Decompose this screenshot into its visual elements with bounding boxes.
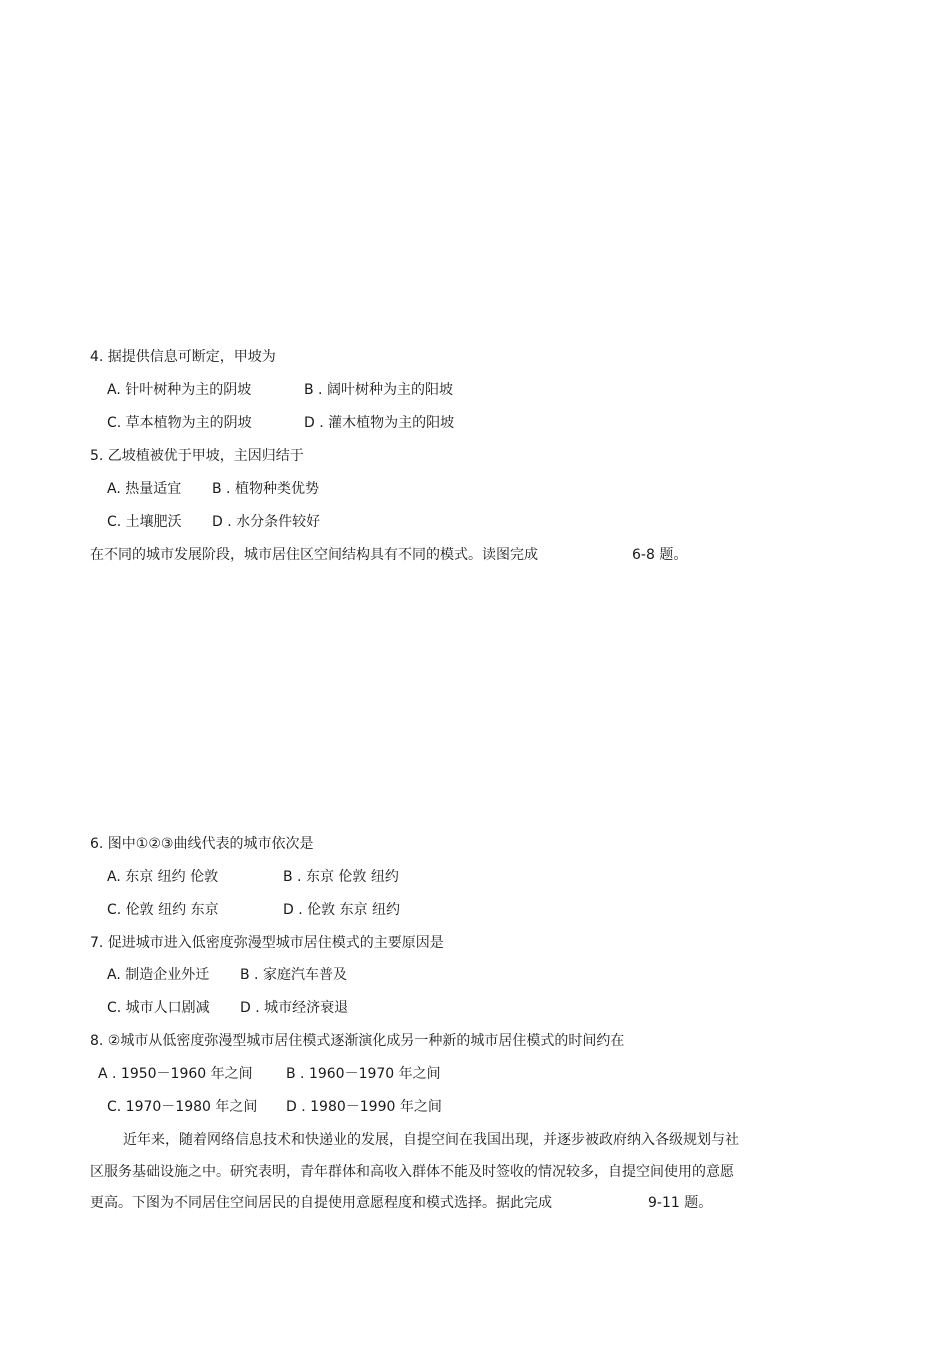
- q5-option-a: A. 热量适宜: [107, 481, 182, 497]
- q5-stem: 5. 乙坡植被优于甲坡，主因归结于: [90, 448, 304, 464]
- intro-9-11-line2: 区服务基础设施之中。研究表明，青年群体和高收入群体不能及时签收的情况较多，自提空间使用的意愿: [90, 1164, 734, 1180]
- q8-option-c: C. 1970－1980 年之间: [107, 1099, 258, 1115]
- q6-option-a: A. 东京 纽约 伦敦: [107, 869, 219, 885]
- q6-option-d: D . 伦敦 东京 纽约: [283, 902, 401, 918]
- q4-option-c: C. 草本植物为主的阴坡: [107, 415, 252, 431]
- intro-6-8-text: 在不同的城市发展阶段，城市居住区空间结构具有不同的模式。读图完成: [90, 547, 538, 563]
- q4-option-b: B . 阔叶树种为主的阳坡: [304, 382, 453, 398]
- q5-option-b: B . 植物种类优势: [212, 481, 319, 497]
- q6-stem: 6. 图中①②③曲线代表的城市依次是: [90, 836, 314, 852]
- q8-option-a: A . 1950－1960 年之间: [98, 1066, 253, 1082]
- q4-stem: 4. 据提供信息可断定，甲坡为: [90, 349, 276, 365]
- q5-option-d: D . 水分条件较好: [212, 514, 321, 530]
- q7-option-c: C. 城市人口剧减: [107, 1000, 210, 1016]
- q5-option-c: C. 土壤肥沃: [107, 514, 182, 530]
- q4-option-d: D . 灌木植物为主的阳坡: [304, 415, 455, 431]
- q7-option-a: A. 制造企业外迁: [107, 967, 210, 983]
- q6-option-b: B . 东京 伦敦 纽约: [283, 869, 399, 885]
- intro-9-11-line3: 更高。下图为不同居住空间居民的自提使用意愿程度和模式选择。据此完成: [90, 1195, 552, 1211]
- q7-stem: 7. 促进城市进入低密度弥漫型城市居住模式的主要原因是: [90, 935, 444, 951]
- q6-option-c: C. 伦敦 纽约 东京: [107, 902, 219, 918]
- intro-9-11-line1: 近年来，随着网络信息技术和快递业的发展，自提空间在我国出现，并逐步被政府纳入各级规划与社: [123, 1132, 739, 1148]
- q7-option-b: B . 家庭汽车普及: [240, 967, 347, 983]
- intro-6-8-range: 6-8 题。: [632, 547, 688, 563]
- q4-option-a: A. 针叶树种为主的阴坡: [107, 382, 252, 398]
- q8-option-d: D . 1980－1990 年之间: [286, 1099, 442, 1115]
- intro-9-11-range: 9-11 题。: [648, 1195, 713, 1211]
- q8-option-b: B . 1960－1970 年之间: [286, 1066, 441, 1082]
- q8-stem: 8. ②城市从低密度弥漫型城市居住模式逐渐演化成另一种新的城市居住模式的时间约在: [90, 1033, 625, 1049]
- q7-option-d: D . 城市经济衰退: [240, 1000, 349, 1016]
